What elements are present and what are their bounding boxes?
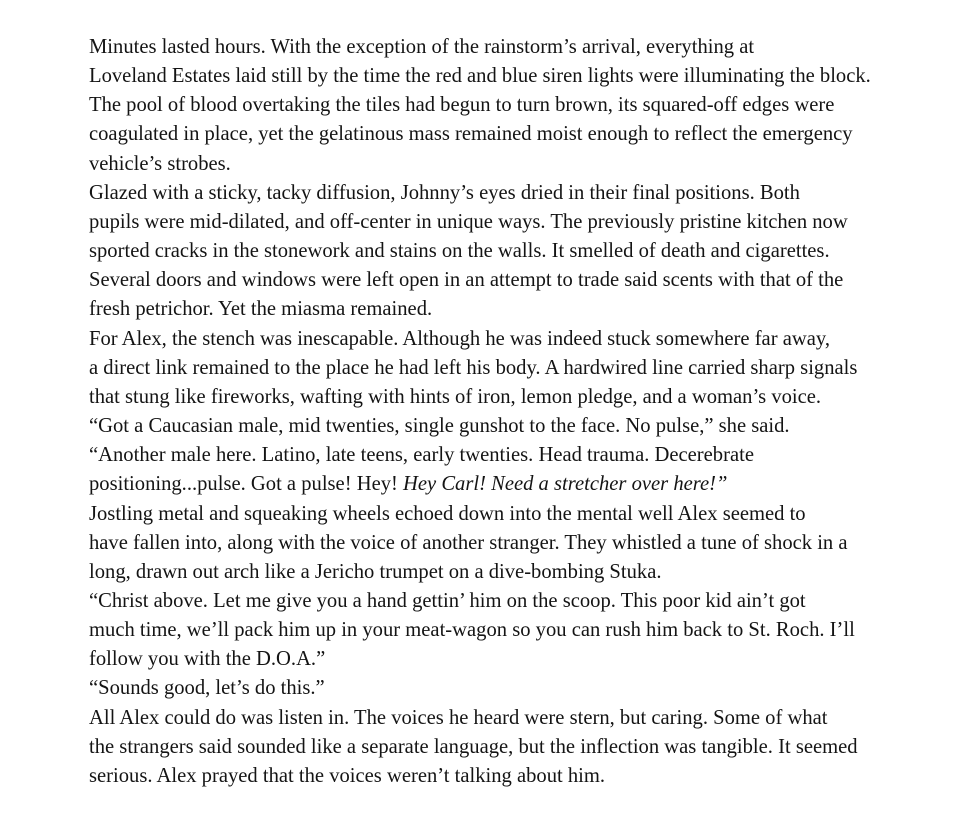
text-line: For Alex, the stench was inescapable. Although he was indeed stuck somewhere far away, (89, 327, 830, 350)
text-line: fresh petrichor. Yet the miasma remained. (89, 298, 433, 321)
text-line: Several doors and windows were left open in an attempt to trade said scents with that of the (89, 269, 844, 292)
text-line: follow you with the D.O.A.” (89, 648, 326, 671)
paragraph (16, 33, 972, 179)
text-line: the strangers said sounded like a separate language, but the inflection was tangible. It seemed (89, 735, 858, 758)
text-line: Glazed with a sticky, tacky diffusion, Johnny’s eyes dried in their final positions. Both (89, 181, 800, 204)
text-line: “Christ above. Let me give you a hand gettin’ him on the scoop. This poor kid ain’t got (89, 589, 806, 612)
text-line: a direct link remained to the place he had left his body. A hardwired line carried sharp signals (89, 356, 858, 379)
text-line: coagulated in place, yet the gelatinous mass remained moist enough to reflect the emergency (89, 123, 853, 146)
text-line: All Alex could do was listen in. The voices he heard were stern, but caring. Some of what (89, 706, 828, 729)
text-line: much time, we’ll pack him up in your meat-wagon so you can rush him back to St. Roch. I’ll (89, 619, 855, 642)
paragraph (16, 500, 972, 587)
text-line: long, drawn out arch like a Jericho trumpet on a dive-bombing Stuka. (89, 560, 662, 583)
text-italic-segment: Hey Carl! Need a stretcher over here!” (403, 473, 728, 496)
paragraph (16, 179, 972, 325)
text-line: “Sounds good, let’s do this.” (89, 677, 325, 700)
paragraph (16, 587, 972, 674)
text-line: serious. Alex prayed that the voices weren’t talking about him. (89, 764, 606, 787)
paragraph (16, 412, 972, 499)
text-line: pupils were mid-dilated, and off-center in unique ways. The previously pristine kitchen now (89, 210, 848, 233)
text-line: Minutes lasted hours. With the exception of the rainstorm’s arrival, everything at (89, 36, 755, 58)
text-line: have fallen into, along with the voice of another stranger. They whistled a tune of shock in a (89, 531, 848, 554)
text-line: vehicle’s strobes. (89, 152, 231, 175)
paragraph (16, 325, 972, 412)
text-line: Jostling metal and squeaking wheels echoed down into the mental well Alex seemed to (89, 502, 806, 525)
document-body (16, 33, 972, 791)
text-line: “Got a Caucasian male, mid twenties, single gunshot to the face. No pulse,” she said. (89, 415, 790, 438)
text-line: The pool of blood overtaking the tiles had begun to turn brown, its squared-off edges were (89, 94, 835, 117)
paragraph (16, 704, 972, 791)
text-line: “Another male here. Latino, late teens, early twenties. Head trauma. Decerebrate (89, 444, 754, 467)
text-line: Loveland Estates laid still by the time the red and blue siren lights were illuminating the block. (89, 65, 871, 88)
text-line: sported cracks in the stonework and stains on the walls. It smelled of death and cigarettes. (89, 240, 830, 263)
paragraph (16, 674, 972, 703)
text-line (16, 470, 972, 499)
text-plain-segment: positioning...pulse. Got a pulse! Hey! (89, 473, 404, 496)
text-line: that stung like fireworks, wafting with hints of iron, lemon pledge, and a woman’s voice. (89, 385, 822, 408)
